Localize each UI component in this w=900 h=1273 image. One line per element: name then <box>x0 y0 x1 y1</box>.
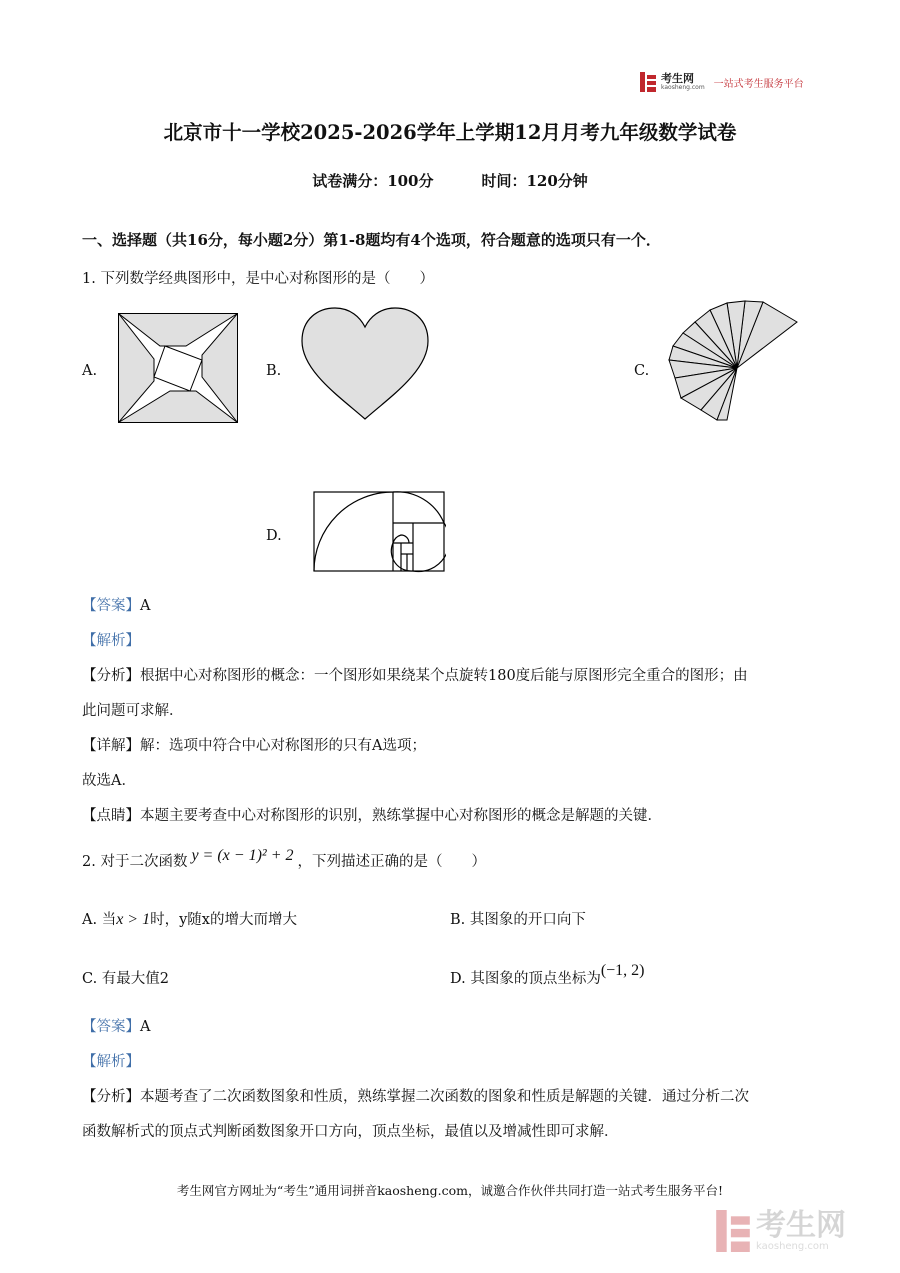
q1-fenxi <box>82 666 748 686</box>
fenxi-tag: 【分析】 <box>82 668 140 684</box>
q1-guxuan: 故选A． <box>82 773 136 789</box>
q2-option-d-text: 其图象的顶点坐标为 <box>470 971 601 987</box>
q2-stem <box>82 847 486 872</box>
q2-option-c <box>82 969 169 989</box>
q1-xiangjie <box>82 736 426 756</box>
logo-domain: kaosheng.com <box>661 84 705 91</box>
figure-spiral-triangles <box>665 298 800 423</box>
watermark-name: 考生网 <box>756 1207 846 1243</box>
q1-option-a-label: A. <box>82 363 98 379</box>
fenxi-text: 本题考查了二次函数图象和性质，熟练掌握二次函数的图象和性质是解题的关键．通过分析二次 <box>140 1089 749 1105</box>
dianjing-tag: 【点睛】 <box>82 808 140 824</box>
q1-dianjing <box>82 806 662 826</box>
page-title: 北京市十一学校2025-2026学年上学期12月月考九年级数学试卷 <box>163 121 737 144</box>
q2-stem-prefix: 2. 对于二次函数 <box>82 854 188 870</box>
xiangjie-text: 解：选项中符合中心对称图形的只有A选项； <box>140 738 426 754</box>
xiangjie-tag: 【详解】 <box>82 738 140 754</box>
answer-tag: 【答案】 <box>82 1019 140 1035</box>
exam-meta <box>0 170 900 191</box>
q2-option-d <box>450 962 645 989</box>
logo-slogan: 一站式考生服务平台 <box>713 78 804 90</box>
figure-heart <box>300 305 430 423</box>
answer-tag: 【答案】 <box>82 598 140 614</box>
q2-option-b-label: B. <box>450 912 466 928</box>
q2-option-d-coord: (−1, 2) <box>600 962 645 979</box>
q2-option-a-post: 时，y随x的增大而增大 <box>150 912 297 928</box>
fenxi-text: 根据中心对称图形的概念：一个图形如果绕某个点旋转180度后能与原图形完全重合的图形；由 <box>140 668 748 684</box>
q2-answer <box>82 1017 150 1037</box>
figure-golden-spiral <box>312 490 446 573</box>
q1-stem: 1. 下列数学经典图形中，是中心对称图形的是（ ） <box>82 271 434 287</box>
q2-option-c-label: C. <box>82 971 98 987</box>
q2-option-a-pre: 当 <box>101 912 117 928</box>
brand-logo[interactable] <box>640 72 804 92</box>
logo-name: 考生网 <box>661 72 694 85</box>
exam-time: 时间：120分钟 <box>481 172 588 190</box>
q2-option-a-cond: x > 1 <box>116 911 151 928</box>
kaosheng-logo-icon <box>640 72 656 92</box>
full-score: 试卷满分：100分 <box>312 172 434 190</box>
q1-option-c-label: C. <box>634 363 650 379</box>
q1-option-d-label: D. <box>266 528 282 544</box>
q2-option-b-text: 其图象的开口向下 <box>469 912 586 928</box>
q1-answer <box>82 596 150 616</box>
q2-stem-suffix: ，下列描述正确的是（ ） <box>297 854 486 870</box>
q2-fenxi <box>82 1087 749 1107</box>
q2-formula: y = (x − 1)² + 2 <box>191 847 294 864</box>
q2-option-a-label: A. <box>82 912 98 928</box>
watermark-logo <box>716 1207 846 1252</box>
section-heading: 一、选择题（共16分，每小题2分）第1-8题均有4个选项，符合题意的选项只有一个． <box>82 231 661 249</box>
q2-option-d-label: D. <box>450 971 466 987</box>
figure-pinwheel-square <box>118 313 238 423</box>
watermark-logo-icon <box>716 1210 750 1252</box>
q2-fenxi-cont: 函数解析式的顶点式判断函数图象开口方向，顶点坐标，最值以及增减性即可求解． <box>82 1124 619 1140</box>
q2-option-a <box>82 910 297 930</box>
fenxi-tag: 【分析】 <box>82 1089 140 1105</box>
watermark-domain: kaosheng.com <box>756 1240 829 1252</box>
answer-value: A <box>140 1019 151 1035</box>
q1-analysis-tag: 【解析】 <box>82 633 140 649</box>
q2-analysis-tag: 【解析】 <box>82 1054 140 1070</box>
q2-option-b <box>450 910 586 930</box>
page-footer: 考生网官方网址为“考生”通用词拼音kaosheng.com，诚邀合作伙伴共同打造一站式考生服务平台! <box>176 1183 724 1198</box>
q2-option-c-text: 有最大值2 <box>101 971 170 987</box>
q1-option-b-label: B. <box>266 363 282 379</box>
answer-value: A <box>140 598 151 614</box>
dianjing-text: 本题主要考查中心对称图形的识别，熟练掌握中心对称图形的概念是解题的关键． <box>140 808 662 824</box>
q1-fenxi-cont: 此问题可求解． <box>82 703 184 719</box>
